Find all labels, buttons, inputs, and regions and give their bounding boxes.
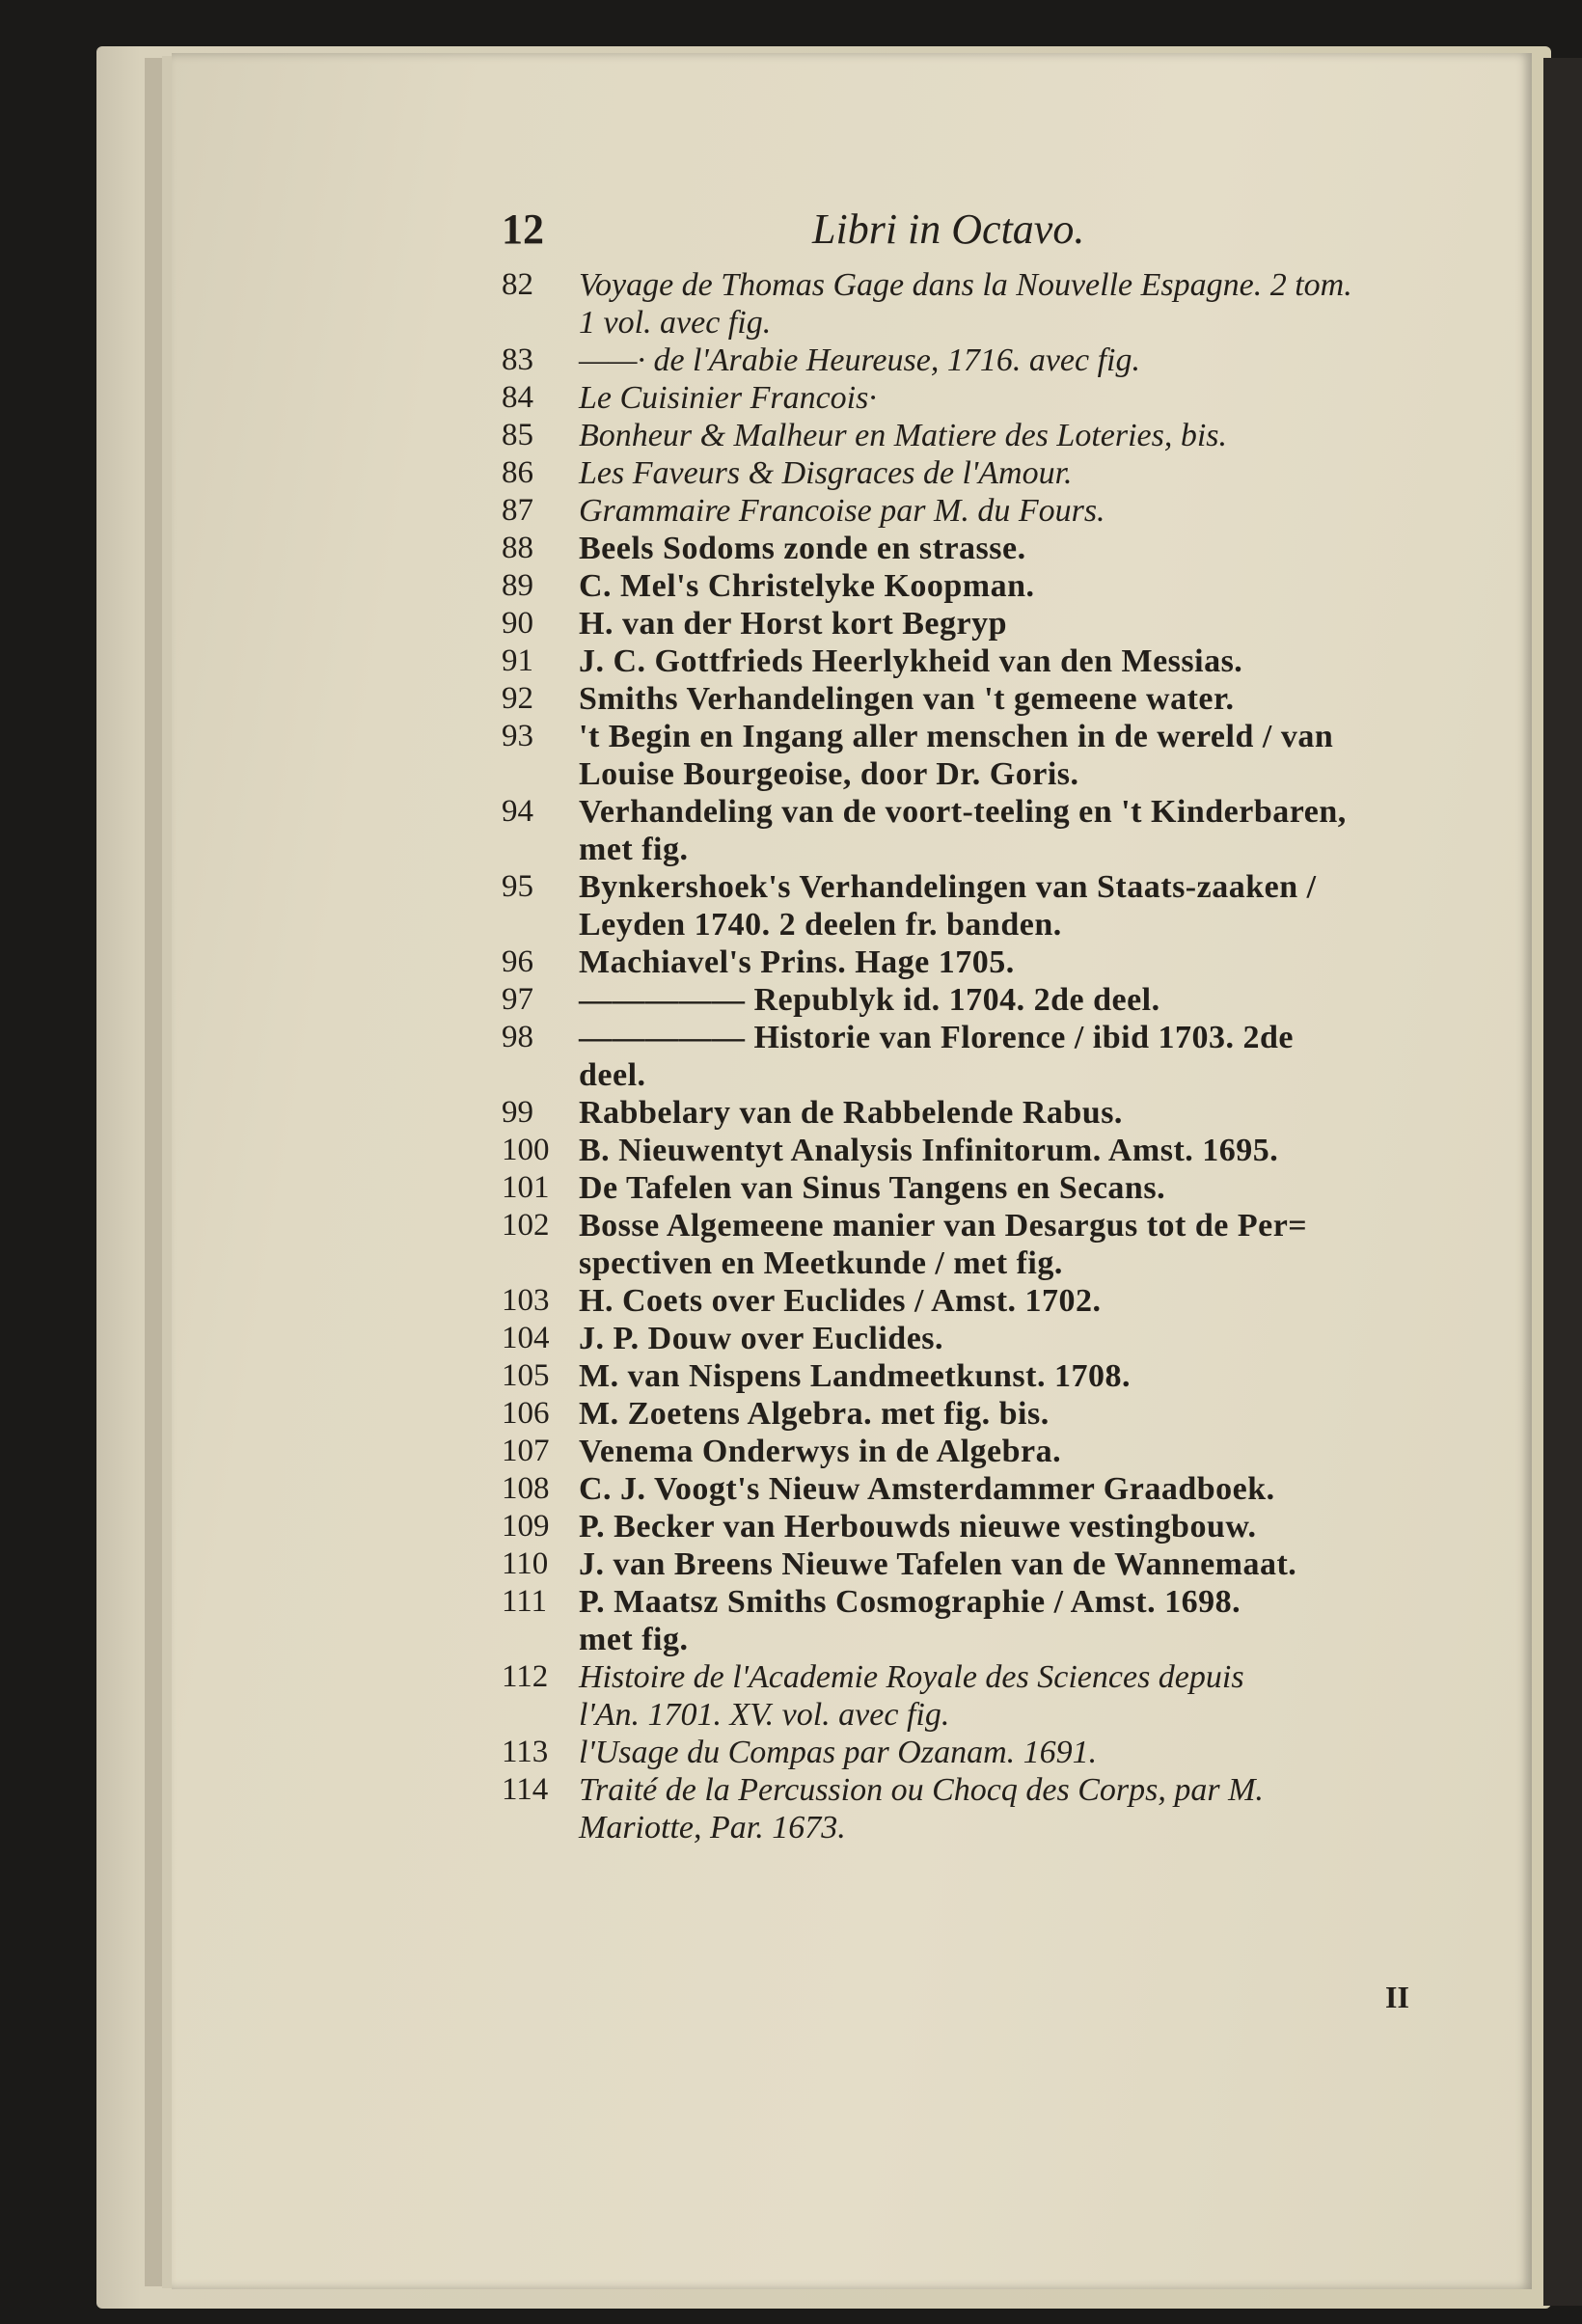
catalogue-entry <box>502 1282 1466 1320</box>
entry-text-line: l'An. 1701. XV. vol. avec fig. <box>579 1697 950 1733</box>
catalogue-entry <box>502 1470 1466 1508</box>
entry-text-line: deel. <box>579 1057 646 1093</box>
entry-number: 106 <box>502 1396 550 1431</box>
catalogue-entry <box>502 643 1466 680</box>
entry-text-line: Bosse Algemeene manier van Desargus tot de Per= <box>579 1208 1308 1244</box>
catalogue-entry <box>502 943 1466 981</box>
catalogue-entry <box>502 1545 1466 1583</box>
entry-text-line: 1 vol. avec fig. <box>579 305 772 341</box>
entry-text-line: Voyage de Thomas Gage dans la Nouvelle Espagne. 2 tom. <box>579 267 1352 303</box>
entry-text-line: Histoire de l'Academie Royale des Sciences depuis <box>579 1659 1244 1695</box>
entry-text-line: Mariotte, Par. 1673. <box>579 1810 846 1846</box>
entry-number: 109 <box>502 1509 550 1544</box>
entry-text-line: met fig. <box>579 832 689 867</box>
catalogue-entry <box>502 1734 1466 1771</box>
entry-number: 82 <box>502 267 533 302</box>
entry-text-line: C. J. Voogt's Nieuw Amsterdammer Graadboek. <box>579 1471 1275 1507</box>
catalogue-entry <box>502 1433 1466 1470</box>
entry-number: 100 <box>502 1133 550 1167</box>
entry-number: 103 <box>502 1283 550 1318</box>
catalogue-entry-list <box>502 266 1466 1846</box>
entry-text-line: Grammaire Francoise par M. du Fours. <box>579 493 1105 529</box>
entry-text-line: Leyden 1740. 2 deelen fr. banden. <box>579 907 1062 943</box>
entry-number: 108 <box>502 1471 550 1506</box>
catalogue-entry <box>502 793 1466 868</box>
entry-text-line: ————— Historie van Florence / ibid 1703. 2de <box>579 1020 1295 1055</box>
catalogue-entry <box>502 981 1466 1019</box>
entry-number: 84 <box>502 380 533 415</box>
catalogue-entry <box>502 1508 1466 1545</box>
entry-text-line: P. Becker van Herbouwds nieuwe vestingbouw. <box>579 1509 1257 1545</box>
entry-number: 111 <box>502 1584 548 1619</box>
entry-text-line: Smiths Verhandelingen van 't gemeene water. <box>579 681 1235 717</box>
catalogue-entry <box>502 718 1466 793</box>
catalogue-entry <box>502 567 1466 605</box>
catalogue-entry <box>502 1094 1466 1132</box>
entry-number: 114 <box>502 1772 549 1807</box>
catchword: II <box>1385 1980 1409 2014</box>
entry-text-line: De Tafelen van Sinus Tangens en Secans. <box>579 1170 1166 1206</box>
catalogue-entry <box>502 680 1466 718</box>
entry-text-line: Machiavel's Prins. Hage 1705. <box>579 944 1015 980</box>
catalogue-entry <box>502 454 1466 492</box>
entry-number: 92 <box>502 681 533 716</box>
entry-text-line: H. Coets over Euclides / Amst. 1702. <box>579 1283 1102 1319</box>
entry-number: 110 <box>502 1546 549 1581</box>
catalogue-entry <box>502 530 1466 567</box>
catalogue-entry <box>502 1320 1466 1357</box>
facing-page-gutter <box>1543 58 1582 2306</box>
entry-number: 97 <box>502 982 533 1017</box>
entry-number: 113 <box>502 1735 549 1769</box>
entry-text-line: Bonheur & Malheur en Matiere des Loteries, bis. <box>579 418 1228 453</box>
entry-text-line: 't Begin en Ingang aller menschen in de wereld / van <box>579 719 1334 754</box>
catalogue-entry <box>502 1019 1466 1094</box>
entry-number: 99 <box>502 1095 533 1130</box>
catalogue-entry <box>502 266 1466 342</box>
catalogue-entry <box>502 1658 1466 1734</box>
entry-number: 83 <box>502 342 533 377</box>
catalogue-entry <box>502 1583 1466 1658</box>
entry-number: 102 <box>502 1208 550 1243</box>
entry-number: 98 <box>502 1020 533 1054</box>
catalogue-entry <box>502 1207 1466 1282</box>
entry-number: 105 <box>502 1358 550 1393</box>
page-number: 12 <box>502 205 544 253</box>
entry-text-line: Les Faveurs & Disgraces de l'Amour. <box>579 455 1073 491</box>
catalogue-entry <box>502 492 1466 530</box>
entry-number: 87 <box>502 493 533 528</box>
entry-text-line: C. Mel's Christelyke Koopman. <box>579 568 1035 604</box>
entry-text-line: J. P. Douw over Euclides. <box>579 1321 944 1356</box>
running-title: Libri in Octavo. <box>812 205 1085 253</box>
entry-number: 90 <box>502 606 533 641</box>
entry-number: 86 <box>502 455 533 490</box>
entry-text-line: spectiven en Meetkunde / met fig. <box>579 1245 1063 1281</box>
entry-text-line: Beels Sodoms zonde en strasse. <box>579 531 1026 566</box>
entry-number: 93 <box>502 719 533 753</box>
catalogue-entry <box>502 1357 1466 1395</box>
entry-number: 107 <box>502 1434 550 1468</box>
entry-text-line: Traité de la Percussion ou Chocq des Corps, par M. <box>579 1772 1264 1808</box>
entry-text-line: ——· de l'Arabie Heureuse, 1716. avec fig. <box>579 342 1141 378</box>
entry-text-line: met fig. <box>579 1622 689 1657</box>
catalogue-entry <box>502 379 1466 417</box>
entry-text-line: J. van Breens Nieuwe Tafelen van de Wannemaat. <box>579 1546 1297 1582</box>
entry-number: 89 <box>502 568 533 603</box>
entry-number: 112 <box>502 1659 549 1694</box>
catalogue-entry <box>502 1395 1466 1433</box>
entry-number: 85 <box>502 418 533 452</box>
entry-text-line: J. C. Gottfrieds Heerlykheid van den Messias. <box>579 643 1243 679</box>
entry-number: 94 <box>502 794 533 829</box>
entry-number: 95 <box>502 869 533 904</box>
entry-number: 96 <box>502 944 533 979</box>
entry-text-line: P. Maatsz Smiths Cosmographie / Amst. 1698. <box>579 1584 1241 1620</box>
page-stack-edge <box>145 58 162 2286</box>
entry-text-line: B. Nieuwentyt Analysis Infinitorum. Amst. 1695. <box>579 1133 1279 1168</box>
entry-text-line: Rabbelary van de Rabbelende Rabus. <box>579 1095 1123 1131</box>
entry-text-line: l'Usage du Compas par Ozanam. 1691. <box>579 1735 1098 1770</box>
entry-number: 101 <box>502 1170 550 1205</box>
entry-number: 104 <box>502 1321 550 1355</box>
entry-text-line: M. van Nispens Landmeetkunst. 1708. <box>579 1358 1131 1394</box>
entry-number: 91 <box>502 643 533 678</box>
catalogue-entry <box>502 868 1466 943</box>
page-header <box>502 205 1408 259</box>
entry-text-line: Louise Bourgeoise, door Dr. Goris. <box>579 756 1079 792</box>
entry-text-line: M. Zoetens Algebra. met fig. bis. <box>579 1396 1050 1432</box>
entry-text-line: Le Cuisinier Francois· <box>579 380 877 416</box>
entry-text-line: Bynkershoek's Verhandelingen van Staats-zaaken / <box>579 869 1317 905</box>
entry-number: 88 <box>502 531 533 565</box>
catalogue-entry <box>502 605 1466 643</box>
catalogue-entry <box>502 1169 1466 1207</box>
catalogue-entry <box>502 1132 1466 1169</box>
page-stack-edge <box>162 56 172 2288</box>
entry-text-line: H. van der Horst kort Begryp <box>579 606 1008 642</box>
catalogue-entry <box>502 1771 1466 1846</box>
catalogue-entry <box>502 417 1466 454</box>
entry-text-line: Venema Onderwys in de Algebra. <box>579 1434 1062 1469</box>
catalogue-entry <box>502 342 1466 379</box>
entry-text-line: ————— Republyk id. 1704. 2de deel. <box>579 982 1160 1018</box>
entry-text-line: Verhandeling van de voort-teeling en 't Kinderbaren, <box>579 794 1347 830</box>
